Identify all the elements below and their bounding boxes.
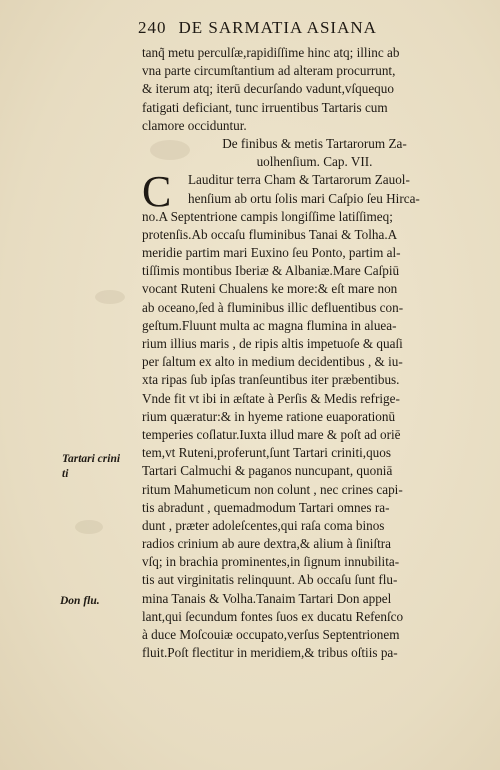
text-line: vocant Ruteni Chualens ke more:& eſt mare non — [142, 281, 398, 297]
margin-note-line: Tartari crini — [62, 453, 121, 465]
text-line: radios crinium ab aure dextra,& alium à ſiniſtra — [142, 536, 392, 552]
text-line: Tartari Calmuchi & paganos nuncupant, quoniā — [142, 463, 393, 479]
text-line: mina Tanais & Volha.Tanaim Tartari Don appel — [142, 590, 392, 606]
text-line: vna parte circumſtantium ad alteram procurrunt, — [142, 63, 396, 79]
text-line: henſium ab ortu ſolis mari Caſpio ſeu Hirca- — [188, 190, 420, 206]
text-line: Lauditur terra Cham & Tartarorum Zauol- — [188, 172, 410, 188]
text-line: protenſis.Ab occaſu fluminibus Tanai & Tolha.A — [142, 226, 398, 242]
margin-note-tartari — [62, 452, 120, 482]
text-line: tis abradunt , quemadmodum Tartari omnes ra- — [142, 499, 390, 515]
text-line: tiſſimis montibus Iberiæ & Albaniæ.Mare Caſpiū — [142, 263, 400, 279]
text-line: vſq; in brachia prominentes,in ſignum innubilita- — [142, 554, 400, 570]
running-header — [138, 18, 488, 38]
text-line: lant,qui ſecundum fontes ſuos ex ducatu Refenſco — [142, 608, 404, 624]
main-text-block — [142, 44, 487, 662]
text-line: dunt , præter adoleſcentes,qui raſa coma binos — [142, 517, 385, 533]
text-line: rium quæratur:& in hyeme ratione euaporationū — [142, 408, 396, 424]
text-line: tanq̃ metu perculſæ,rapidiſſime hinc atq; illinc ab — [142, 45, 400, 60]
text-line: & iterum atq; iterū decurſando vadunt,vſquequo — [142, 81, 394, 97]
text-line: tis aut virginitatis relinquunt. Ab occaſu ſunt flu- — [142, 572, 398, 588]
text-line: ritum Mahumeticum non colunt , nec crines capi- — [142, 481, 403, 497]
text-line: xta ripas ſub ipſas tranſeuntibus iter præbentibus. — [142, 372, 400, 388]
drop-cap: C — [142, 167, 172, 216]
running-title: DE SARMATIA ASIANA — [178, 18, 377, 37]
text-line: fluit.Poſt flectitur in meridiem,& tribus oſtiis pa- — [142, 645, 398, 661]
text-line: rium illius maris , de ripis altis impetuoſe & quaſi — [142, 336, 403, 351]
page-number: 240 — [138, 18, 167, 37]
margin-note-don: Don flu. — [60, 595, 100, 607]
page-stain — [75, 520, 103, 534]
text-line: clamore occiduntur. — [142, 117, 247, 133]
text-line: geſtum.Fluunt multa ac magna flumina in aluea- — [142, 317, 397, 333]
text-line: per ſaltum ex alto in medium decidentibus , & iu- — [142, 354, 403, 370]
chapter-heading-line-2: uolhenſium. Cap. VII. — [256, 154, 373, 170]
text-line: fatigati deficiant, tunc irruentibus Tartaris cum — [142, 99, 388, 115]
chapter-heading-line-1: De finibus & metis Tartarorum Za- — [222, 135, 407, 151]
text-line: temperies coſlatur.Iuxta illud mare & poſt ad oriē — [142, 426, 401, 442]
text-line: ab oceano,ſed à fluminibus illic defluentibus con- — [142, 299, 404, 315]
text-line: Vnde fit vt ibi in æſtate à Perſis & Medis refrige- — [142, 390, 400, 406]
text-line: tem,vt Ruteni,proferunt,ſunt Tartari criniti,quos — [142, 445, 391, 461]
text-line: no.A Septentrione campis longiſſime latiſſimeq; — [142, 208, 393, 224]
text-line: à duce Moſcouiæ occupato,verſus Septentrionem — [142, 627, 400, 642]
margin-note-line: ti — [62, 468, 69, 480]
text-line: meridie partim mari Euxino ſeu Ponto, partim al- — [142, 245, 401, 261]
page-stain — [95, 290, 125, 304]
